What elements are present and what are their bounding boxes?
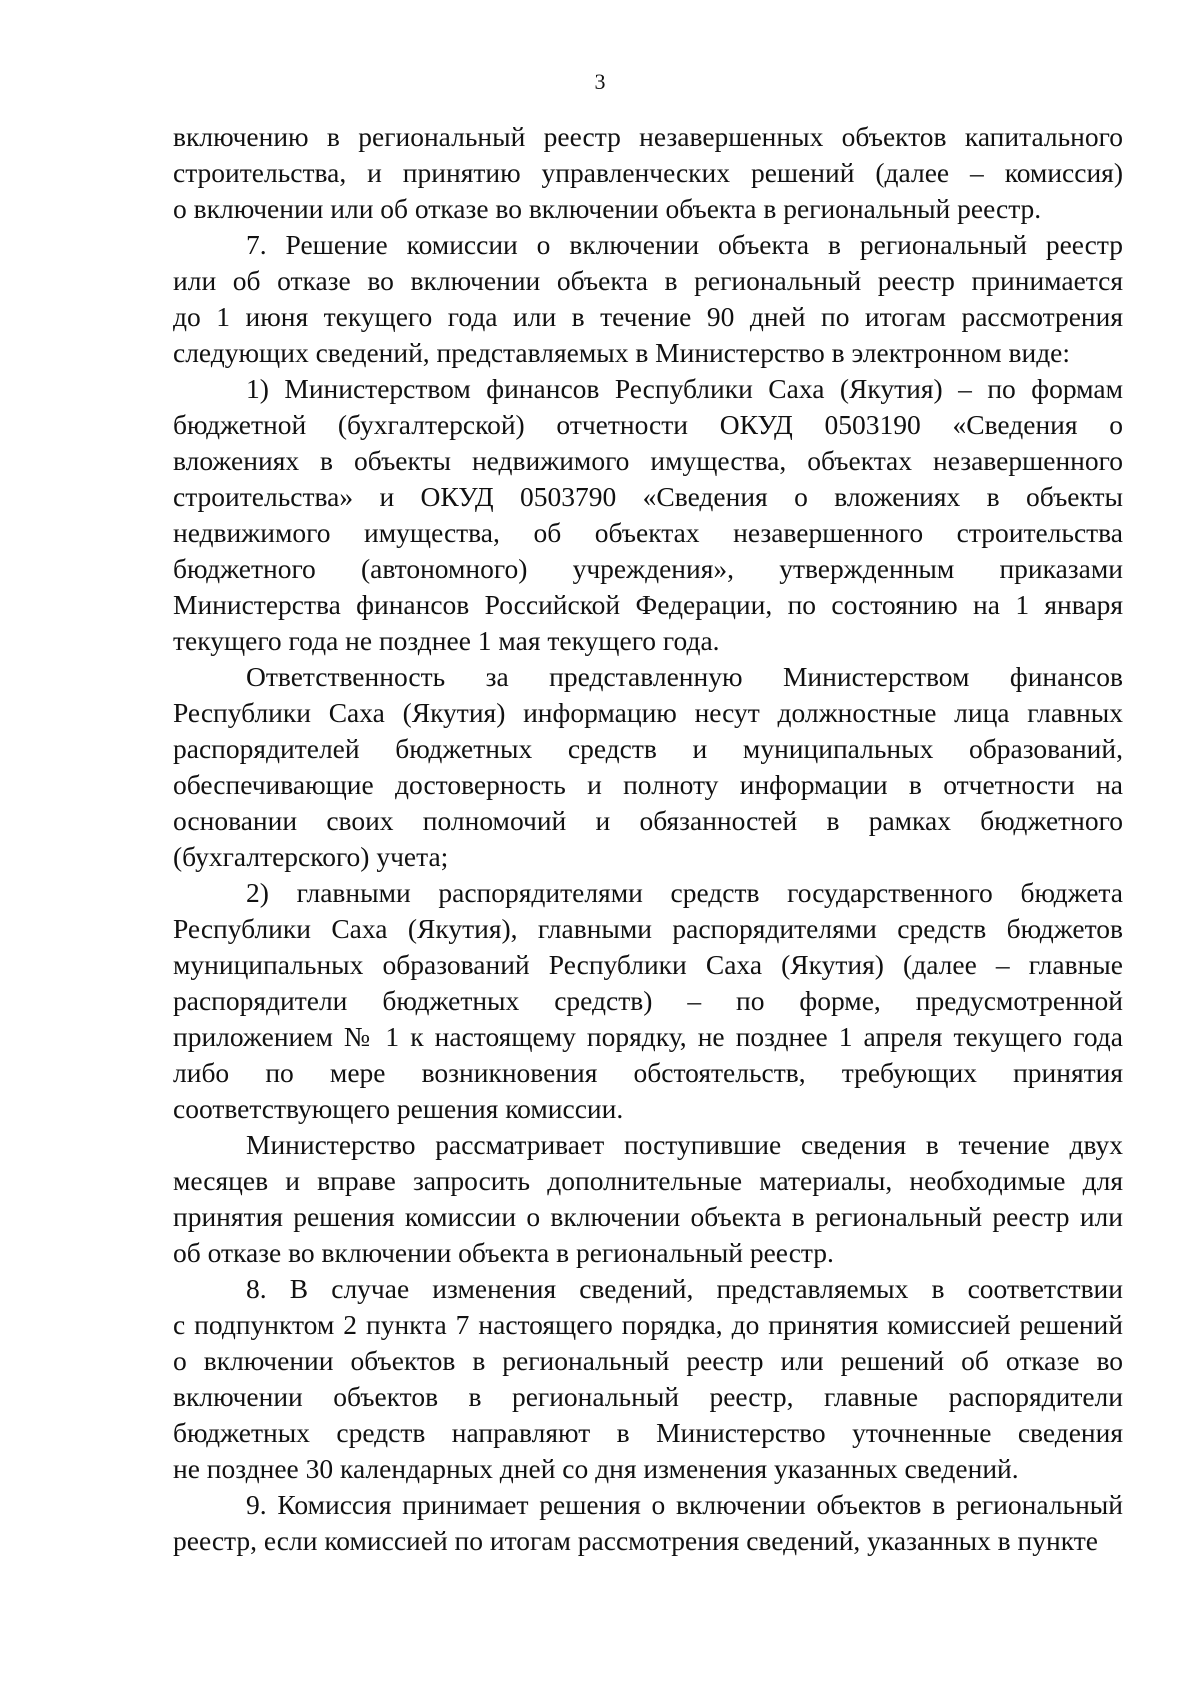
text-line: 1) Министерством финансов Республики Саха (Якутия) – по формам [246, 373, 1123, 404]
text-line: строительства, и принятию управленческих решений (далее – комиссия) [173, 157, 1123, 188]
text-line: 8. В случае изменения сведений, представляемых в соответствии [246, 1273, 1123, 1304]
paragraph [173, 119, 1123, 227]
text-line: о включении или об отказе во включении объекта в региональный реестр. [173, 193, 1042, 224]
paragraph [173, 875, 1123, 1127]
text-line: бюджетных средств направляют в Министерство уточненные сведения [173, 1417, 1123, 1448]
text-line: текущего года не позднее 1 мая текущего года. [173, 625, 720, 656]
text-line: бюджетного (автономного) учреждения», утвержденным приказами [173, 553, 1123, 584]
text-line: муниципальных образований Республики Саха (Якутия) (далее – главные [173, 949, 1123, 980]
text-line: с подпунктом 2 пункта 7 настоящего порядка, до принятия комиссией решений [173, 1309, 1123, 1340]
paragraph [173, 1271, 1123, 1487]
text-line: распорядители бюджетных средств) – по форме, предусмотренной [173, 985, 1123, 1016]
text-line: либо по мере возникновения обстоятельств, требующих принятия [173, 1057, 1123, 1088]
page-number: 3 [594, 69, 606, 94]
text-line: не позднее 30 календарных дней со дня изменения указанных сведений. [173, 1453, 1019, 1484]
text-line: 9. Комиссия принимает решения о включении объектов в региональный [246, 1489, 1123, 1520]
paragraph [173, 659, 1123, 875]
document-body [173, 119, 1123, 1559]
text-line: Ответственность за представленную Министерством финансов [246, 661, 1123, 692]
text-line: включении объектов в региональный реестр, главные распорядители [173, 1381, 1123, 1412]
text-line: соответствующего решения комиссии. [173, 1093, 624, 1124]
text-line: вложениях в объекты недвижимого имущества, объектах незавершенного [173, 445, 1123, 476]
text-line: 2) главными распорядителями средств государственного бюджета [246, 877, 1123, 908]
text-line: о включении объектов в региональный реестр или решений об отказе во [173, 1345, 1123, 1376]
text-line: месяцев и вправе запросить дополнительные материалы, необходимые для [173, 1165, 1123, 1196]
text-line: включению в региональный реестр незавершенных объектов капитального [173, 121, 1123, 152]
paragraph [173, 371, 1123, 659]
text-line: строительства» и ОКУД 0503790 «Сведения о вложениях в объекты [173, 481, 1123, 512]
text-line: принятия решения комиссии о включении объекта в региональный реестр или [173, 1201, 1123, 1232]
text-line: Министерства финансов Российской Федерации, по состоянию на 1 января [173, 589, 1123, 620]
text-line: или об отказе во включении объекта в региональный реестр принимается [173, 265, 1123, 296]
text-line: основании своих полномочий и обязанностей в рамках бюджетного [173, 805, 1123, 836]
text-line: распорядителей бюджетных средств и муниципальных образований, [173, 733, 1123, 764]
text-line: приложением № 1 к настоящему порядку, не позднее 1 апреля текущего года [173, 1021, 1123, 1052]
paragraph [173, 227, 1123, 371]
text-line: недвижимого имущества, об объектах незавершенного строительства [173, 517, 1123, 548]
text-line: бюджетной (бухгалтерской) отчетности ОКУД 0503190 «Сведения о [173, 409, 1123, 440]
text-line: Республики Саха (Якутия) информацию несут должностные лица главных [173, 697, 1123, 728]
text-line: реестр, если комиссией по итогам рассмотрения сведений, указанных в пункте [173, 1525, 1098, 1556]
text-line: Министерство рассматривает поступившие сведения в течение двух [246, 1129, 1123, 1160]
text-line: 7. Решение комиссии о включении объекта в региональный реестр [246, 229, 1123, 260]
text-line: об отказе во включении объекта в региональный реестр. [173, 1237, 834, 1268]
paragraph [173, 1487, 1123, 1559]
text-line: обеспечивающие достоверность и полноту информации в отчетности на [173, 769, 1123, 800]
paragraph [173, 1127, 1123, 1271]
text-line: (бухгалтерского) учета; [173, 841, 449, 872]
text-line: до 1 июня текущего года или в течение 90 дней по итогам рассмотрения [173, 301, 1123, 332]
text-line: следующих сведений, представляемых в Министерство в электронном виде: [173, 337, 1071, 368]
text-line: Республики Саха (Якутия), главными распорядителями средств бюджетов [173, 913, 1123, 944]
